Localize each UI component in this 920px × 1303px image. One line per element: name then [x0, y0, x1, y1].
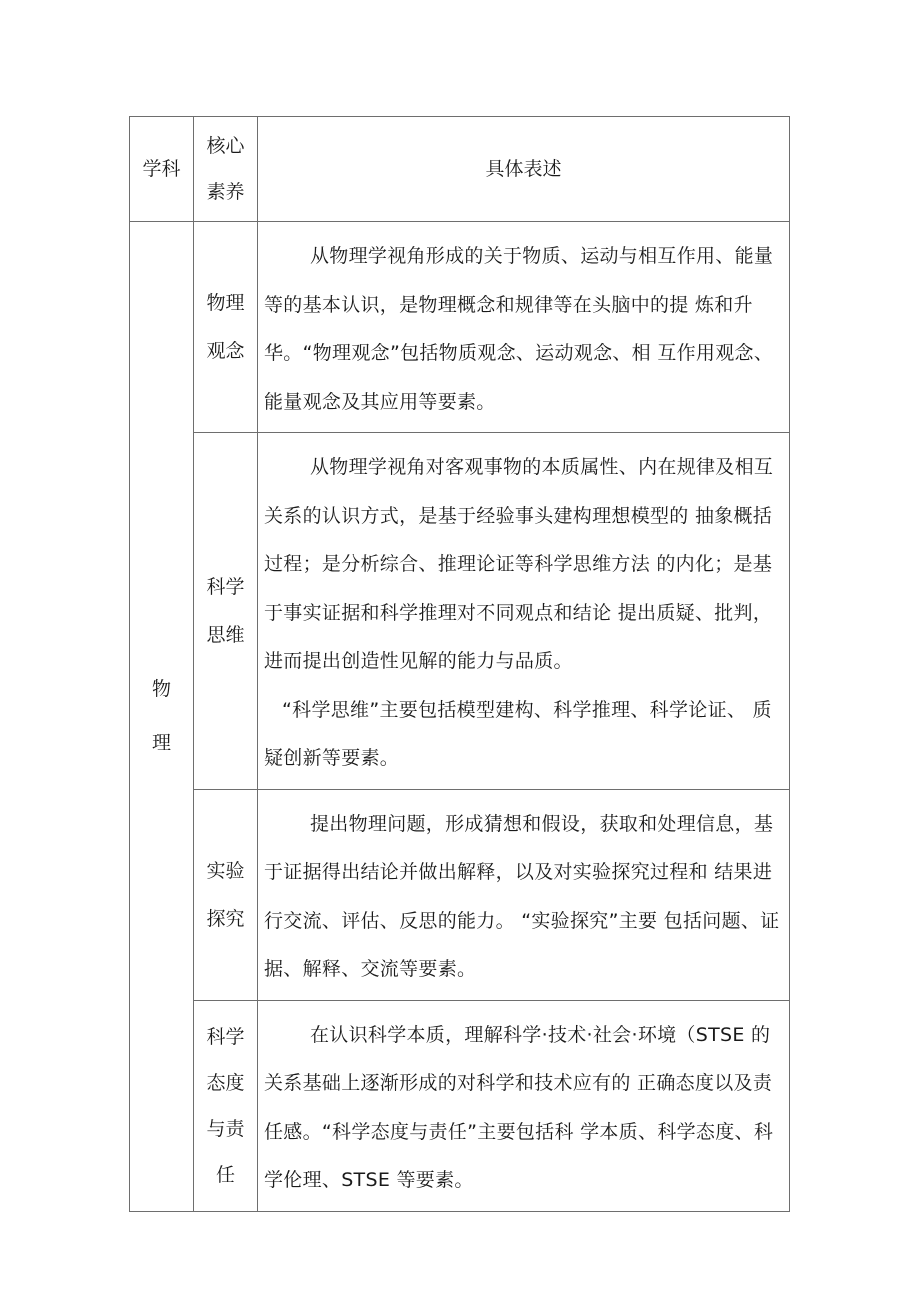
- description: [258, 1001, 789, 1211]
- core-line: 态度: [206, 1071, 245, 1094]
- description: [258, 222, 789, 432]
- header-subject-cell: [130, 117, 194, 222]
- core-line: 物理: [206, 292, 245, 314]
- description: [258, 433, 789, 789]
- header-core-line2: 素养: [206, 181, 245, 203]
- description-cell: [258, 789, 790, 1000]
- subject-char-2: 理: [151, 732, 171, 755]
- core-line: 探究: [206, 907, 245, 930]
- description-paragraph: “科学思维”主要包括模型建构、科学推理、科学论证、 质疑创新等要素。: [264, 698, 772, 769]
- core-cell: [194, 1000, 258, 1211]
- header-core-line1: 核心: [206, 135, 245, 157]
- table-row: [130, 433, 790, 790]
- core-cell: [194, 789, 258, 1000]
- core-line: 科学: [206, 1025, 245, 1048]
- header-description: 具体表述: [485, 158, 562, 180]
- core-line: 观念: [206, 340, 245, 362]
- table-row: [130, 789, 790, 1000]
- core-line: 任: [215, 1163, 235, 1186]
- core-name: [194, 847, 257, 943]
- core-name: [194, 1014, 257, 1198]
- core-literacy-table: [129, 116, 790, 1212]
- core-cell: [194, 433, 258, 790]
- description-paragraph: 在认识科学本质，理解科学·技术·社会·环境（STSE 的关系基础上逐渐形成的对科学和技术应有的 正确态度以及责任感。“科学态度与责任”主要包括科 学本质、科学态度、科学伦理、STSE 等要素。: [264, 1023, 774, 1191]
- header-description-cell: [258, 117, 790, 222]
- description-paragraph: 从物理学视角形成的关于物质、运动与相互作用、能量等的基本认识，是物理概念和规律等在头脑中的提 炼和升华。“物理观念”包括物质观念、运动观念、相 互作用观念、能量观念及其应用等要素。: [264, 245, 774, 413]
- description-cell: [258, 222, 790, 433]
- description-paragraph: 从物理学视角对客观事物的本质属性、内在规律及相互关系的认识方式，是基于经验事头建构理想模型的 抽象概括过程；是分析综合、推理论证等科学思维方法 的内化；是基于事实证据和科学推理对不同观点和结论 提出质疑、批判，进而提出创造性见解的能力与品质。: [264, 456, 774, 672]
- header-core-cell: [194, 117, 258, 222]
- core-line: 实验: [206, 859, 245, 882]
- description-paragraph: 提出物理问题，形成猜想和假设，获取和处理信息，基于证据得出结论并做出解释，以及对实验探究过程和 结果进行交流、评估、反思的能力。 “实验探究”主要 包括问题、证据、解释、交流等要素。: [264, 812, 780, 980]
- subject-name: [130, 669, 193, 763]
- description: [258, 790, 789, 1000]
- description-cell: [258, 433, 790, 790]
- core-line: 与责: [206, 1117, 245, 1140]
- core-name: [194, 563, 257, 659]
- header-subject: 学科: [142, 158, 181, 180]
- header-core: [194, 123, 257, 215]
- core-name: [194, 279, 257, 375]
- core-line: 科学: [206, 575, 245, 598]
- core-line: 思维: [206, 623, 245, 646]
- table-row: [130, 222, 790, 433]
- header-row: [130, 117, 790, 222]
- subject-cell: [130, 222, 194, 1212]
- description-cell: [258, 1000, 790, 1211]
- subject-char-1: 物: [151, 678, 171, 701]
- table-row: [130, 1000, 790, 1211]
- core-cell: [194, 222, 258, 433]
